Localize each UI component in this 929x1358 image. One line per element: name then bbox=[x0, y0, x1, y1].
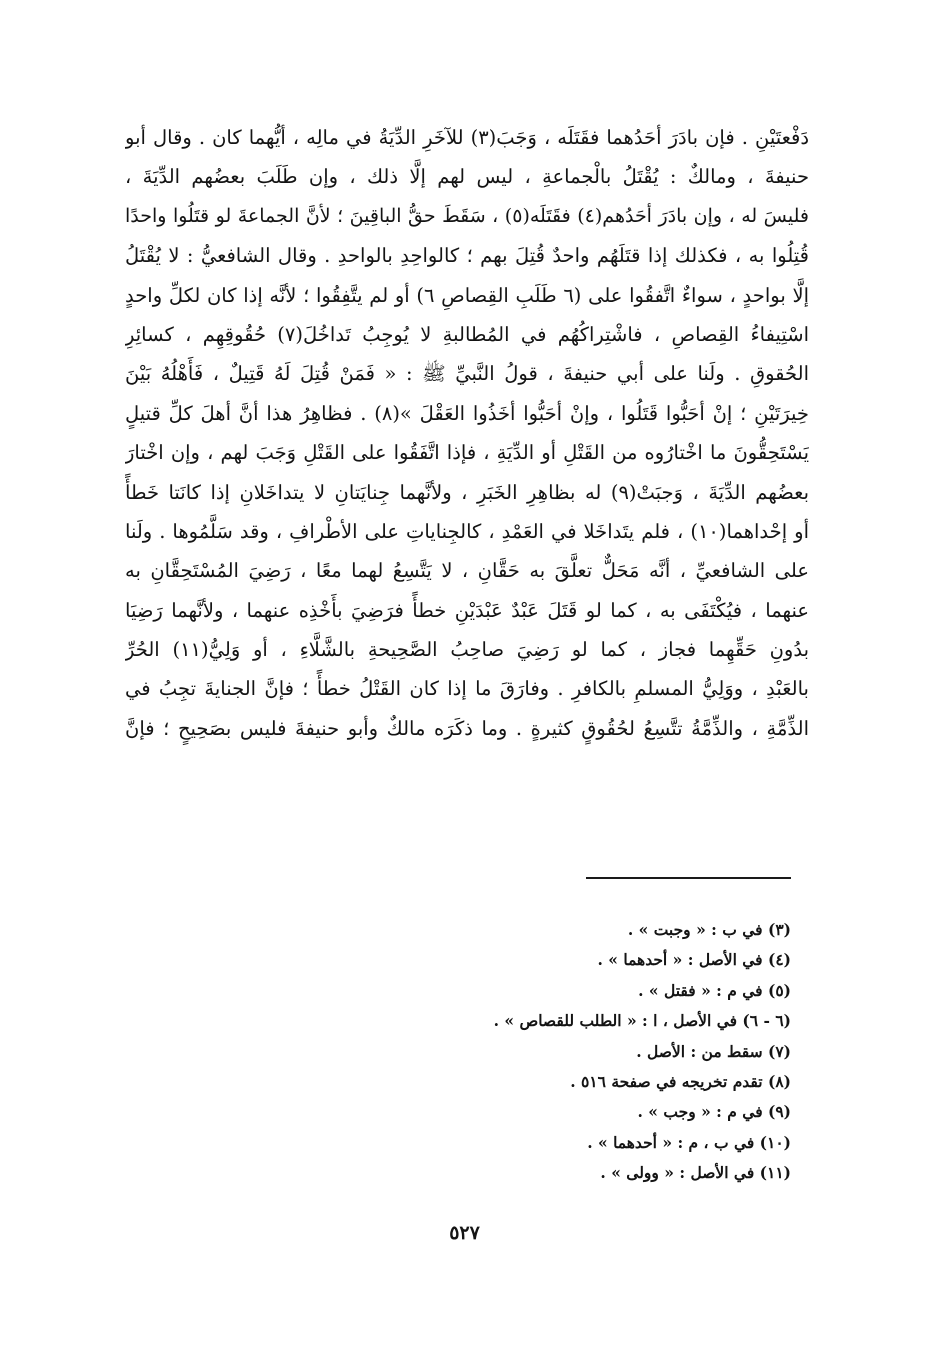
body-line: بالعَبْدِ ، ووَلِيُّ المسلمِ بالكافرِ . وفارَقَ ما إذا كان القَتْلُ خطأً ؛ فإنَّ الجنايةَ تجِبُ في bbox=[125, 677, 809, 701]
footnote: (٥) في م : « فقتل » . bbox=[638, 980, 791, 1000]
body-line: فليسَ له ، وإن بادَرَ أحَدُهم(٤) فقَتَلَه(٥) ، سَقَطَ حقُّ الباقِينَ ؛ لأنَّ الجماعةَ لو قتَلُوا واحدًا bbox=[125, 204, 809, 227]
main-text-block bbox=[125, 118, 809, 748]
page-number: ٥٢٧ bbox=[449, 1222, 480, 1244]
body-line: يَسْتَحِقُّونَ ما اخْتارُوه من القَتْلِ أو الدِّيَةِ ، فإذا اتَّفَقُوا على القَتْلِ وَجَبَ لهم ، وإن اخْتارَ bbox=[125, 441, 809, 465]
footnote: (١١) في الأصل : « وولى » . bbox=[600, 1163, 791, 1183]
footnote: (١٠) في ب ، م : « أحدهما » . bbox=[587, 1132, 791, 1152]
body-line: خِيرَتَيْنِ ؛ إنْ أحَبُّوا قَتَلُوا ، وإنْ أحَبُّوا أخَذُوا العَقْلَ »(٨) . فظاهِرُ هذا أنَّ أهلَ كلِّ قتيلٍ bbox=[125, 401, 809, 425]
body-line: الذِّمَّةِ ، والذِّمَّةُ تتَّسِعُ لحُقُوقٍ كثيرةٍ . وما ذكَرَه مالكٌ وأبو حنيفةَ فليس بصَحِيحٍ ؛ فإنَّ bbox=[125, 716, 809, 740]
footnote-separator bbox=[586, 877, 791, 879]
body-line: إلَّا بواحدٍ ، سواءٌ اتَّفقُوا على (٦ طَلَبِ القِصاصِ ٦) أو لم يتَّفِقُوا ؛ لأنَّه إذا كان لكلِّ واحدٍ bbox=[125, 283, 809, 307]
body-line: دَفْعتَيْنِ . فإن بادَرَ أحَدُهما فقَتَلَه ، وَجَبَ(٣) للآخَرِ الدِّيَةُ في مالِه ، أيُّهما كان . وقال أبو bbox=[125, 126, 809, 149]
footnote: (٧) سقط من : الأصل . bbox=[636, 1041, 791, 1061]
footnote: (٤) في الأصل : « أحدهما » . bbox=[597, 950, 791, 970]
footnote: (٩) في م : « وجب » . bbox=[637, 1102, 791, 1122]
body-line: أو إحْداهما(١٠) ، فلم يتَداخَلا في العَمْدِ ، كالجِناياتِ على الأطْرافِ ، وقد سَلَّمُوها . ولَنا bbox=[125, 519, 809, 543]
body-line: اسْتِيفاءُ القِصاصِ ، فاشْتِراكُهُم في المُطالبةِ لا يُوجِبُ تَداخُلَ(٧) حُقُوقِهِم ، كسائِرِ bbox=[125, 322, 809, 346]
body-line: على الشافعيِّ ، أنَّه مَحَلٌّ تعلَّقَ به حَقَّانِ ، لا يَتَّسِعُ لهما معًا ، رَضِيَ المُسْتَحِقَّانِ به bbox=[125, 559, 809, 583]
body-line: بدُونِ حَقِّهِما فجاز ، كما لو رَضِيَ صاحِبُ الصَّحِيحةِ بالشَّلَّاءِ ، أو وَلِيُّ(١١) الحُرِّ bbox=[125, 638, 809, 662]
body-line: حنيفةَ ، ومالكٌ : يُقْتَلُ بالْجماعةِ ، ليس لهم إلَّا ذلك ، وإن طَلَبَ بعضُهم الدِّيَةَ ، bbox=[125, 165, 809, 189]
footnote: (٨) تقدم تخريجه في صفحة ٥١٦ . bbox=[570, 1071, 791, 1091]
body-line: بعضُهم الدِّيَةَ ، وَجبَتْ(٩) له بظاهِرِ الخَبَرِ ، ولأنَّهما جِنايَتانِ لا يتداخَلانِ إذا كانَتا خَطأً bbox=[125, 480, 809, 504]
footnotes-block bbox=[291, 915, 791, 1189]
footnote: (٣) في ب : « وجبت » . bbox=[627, 920, 791, 939]
footnote: (٦ - ٦) في الأصل ، ا : « الطلب للقصاص » . bbox=[493, 1011, 791, 1031]
body-line: عنهما ، فيُكْتَفَى به ، كما لو قَتَلَ عَبْدٌ عَبْدَيْنِ خطأً فرَضِيَ بأَخْذِه عنهما ، ولأنَّهما رَضِيَا bbox=[125, 598, 809, 622]
body-line: قُتِلُوا به ، فكذلك إذا قتَلَهُم واحدٌ قُتِلَ بهم ؛ كالواحِدِ بالواحدِ . وقال الشافعيُّ : لا يُقْتَلُ bbox=[125, 244, 809, 268]
body-line: الحُقوقِ . ولَنا على أبي حنيفةَ ، قولُ النَّبيِّ ﷺ : « فَمَنْ قُتِلَ لَهُ قَتِيلٌ ، فَأَهْلُهُ بَيْنَ bbox=[125, 362, 809, 386]
